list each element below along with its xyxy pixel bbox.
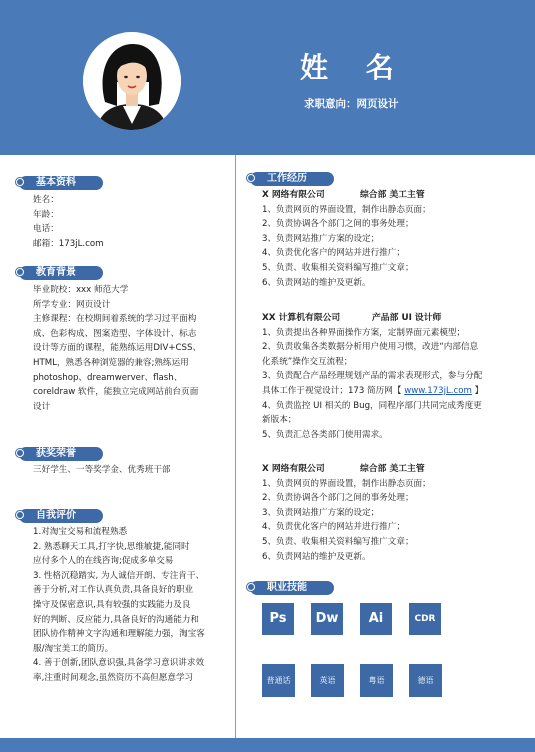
bullet-dot-icon xyxy=(16,511,24,519)
job-2 xyxy=(262,311,530,442)
job-duty-line: 3、负责配合产品经理规划产品的需求表现形式，参与分配 xyxy=(262,371,483,382)
education-line: coreldraw 软件，能独立完成网站前台页面 xyxy=(33,387,199,398)
job-duty-line: 1、负责网页的界面设置，制作出静态页面； xyxy=(262,478,431,489)
self-eval-line: 3. 性格沉稳踏实, 为人诚信开朗、专注肯干、 xyxy=(33,570,205,581)
self-eval-line: 善于分析,对工作认真负责,具备良好的职业 xyxy=(33,585,194,596)
basic-name: 姓名： xyxy=(33,195,59,205)
job-duty-line: 2、负责协调各个部门之间的事务处理； xyxy=(262,493,414,504)
job-duty-line: 4、负责监控 UI 相关的 Bug，同程序部门共同完成秀度更 xyxy=(262,400,482,411)
job-company: X 网络有限公司 xyxy=(262,190,325,200)
education-line: 毕业院校：xxx 师范大学 xyxy=(33,285,129,295)
job-1 xyxy=(262,188,530,290)
job-department: 产品部 UI 设计师 xyxy=(372,313,442,323)
section-title-work xyxy=(250,172,334,186)
skill-dreamweaver-icon: Dw xyxy=(311,603,343,635)
education-line: 设计 xyxy=(33,401,51,412)
self-eval-line: 1.对淘宝交易和流程熟悉 xyxy=(33,527,128,537)
basic-age: 年龄： xyxy=(33,209,59,220)
job-header xyxy=(262,311,530,326)
education-block xyxy=(33,283,228,414)
section-title-text: 获奖荣誉 xyxy=(36,448,76,459)
language-german: 德语 xyxy=(409,664,442,697)
job-duty-line: 化系统”操作交互流程； xyxy=(262,356,353,367)
section-title-text: 基本资料 xyxy=(36,177,76,188)
basic-email: 邮箱：173jL.com xyxy=(33,238,104,249)
self-eval-line: 率,注重时间观念,虽然资历不高但愿意学习 xyxy=(33,672,194,683)
self-eval-block xyxy=(33,525,228,686)
footer-bar xyxy=(0,738,535,752)
awards-block xyxy=(33,463,228,478)
job-duty-text: 】 xyxy=(471,385,484,396)
education-line: photoshop、dreamwerver、flash、 xyxy=(33,372,183,383)
job-duty-text: 具体工作于视觉设计；173 简历网【 xyxy=(262,385,405,396)
job-department: 综合部 美工主管 xyxy=(360,464,425,474)
education-line: 所学专业：网页设计 xyxy=(33,299,111,310)
section-title-skills xyxy=(250,581,334,595)
bullet-dot-icon xyxy=(16,268,24,276)
avatar-icon xyxy=(83,32,181,130)
language-mandarin: 普通话 xyxy=(262,664,295,697)
job-header xyxy=(262,188,530,203)
skill-photoshop-icon: Ps xyxy=(262,603,294,635)
section-title-basic xyxy=(19,176,103,190)
section-title-education xyxy=(19,266,103,280)
education-line: 主修课程：在校期间着系统的学习过平面构 xyxy=(33,314,197,325)
job-intent: 求职意向：网页设计 xyxy=(304,98,399,110)
education-line: 设计等方面的课程，能熟练运用DIV+CSS、 xyxy=(33,343,202,354)
self-eval-line: 操守及保密意识,具有较强的实践能力及良 xyxy=(33,599,191,610)
job-duty-line: 3、负责网站推广方案的设定； xyxy=(262,507,380,518)
bullet-dot-icon xyxy=(247,174,255,182)
job-duty-line: 3、负责网站推广方案的设定； xyxy=(262,233,380,244)
language-cantonese: 粤语 xyxy=(360,664,393,697)
job-duty-line: 5、负责汇总各类部门使用需求。 xyxy=(262,429,388,440)
basic-info-block xyxy=(33,193,228,251)
section-title-text: 自我评价 xyxy=(36,510,76,521)
bullet-dot-icon xyxy=(247,583,255,591)
job-duty-line: 6、负责网站的维护及更新。 xyxy=(262,551,371,562)
header-banner xyxy=(0,0,535,155)
job-header xyxy=(262,462,530,477)
self-eval-line: 服/淘宝美工的简历。 xyxy=(33,643,114,654)
bullet-dot-icon xyxy=(16,178,24,186)
self-eval-line: 2. 熟悉聊天工具,打字快,思维敏捷,能同时 xyxy=(33,541,190,552)
avatar xyxy=(83,32,181,130)
job-duty-line: 1、负责提出各种界面操作方案，定制界面元素模型； xyxy=(262,327,466,338)
self-eval-line: 4. 善于创新,团队意识强,具备学习意识讲求效 xyxy=(33,658,205,669)
job-3 xyxy=(262,462,530,564)
job-duty-line: 4、负责优化客户的网站并进行推广； xyxy=(262,248,405,259)
self-eval-line: 应付多个人的在线咨询;促成多单交易 xyxy=(33,556,174,567)
job-company: XX 计算机有限公司 xyxy=(262,313,341,323)
job-duty-line: 5、负责、收集相关资料编写推广文章； xyxy=(262,262,414,273)
language-english: 英语 xyxy=(311,664,344,697)
job-duty-line: 4、负责优化客户的网站并进行推广； xyxy=(262,522,405,533)
section-title-text: 教育背景 xyxy=(36,267,76,278)
education-line: HTML，熟悉各种浏览器的兼容;熟练运用 xyxy=(33,357,189,368)
column-divider xyxy=(235,155,236,738)
skill-illustrator-icon: Ai xyxy=(360,603,392,635)
job-department: 综合部 美工主管 xyxy=(360,190,425,200)
section-title-awards xyxy=(19,447,103,461)
candidate-name: 姓 名 xyxy=(300,51,408,84)
education-line: 成、色彩构成、图案造型、字体设计、标志 xyxy=(33,328,197,339)
skill-coreldraw-icon: CDR xyxy=(409,603,441,635)
job-company: X 网络有限公司 xyxy=(262,464,325,474)
job-duty-line: 新版本； xyxy=(262,415,297,426)
job-duty-line: 2、负责收集各类数据分析用户使用习惯，改进“内部信息 xyxy=(262,342,479,353)
job-duty-line: 5、负责、收集相关资料编写推广文章； xyxy=(262,536,414,547)
job-duty-line xyxy=(262,384,530,399)
self-eval-line: 团队协作精神文字沟通和理解能力强，淘宝客 xyxy=(33,629,205,640)
job-duty-line: 2、负责协调各个部门之间的事务处理； xyxy=(262,219,414,230)
website-link[interactable]: www.173jL.com xyxy=(404,385,472,396)
basic-phone: 电话： xyxy=(33,224,59,235)
job-duty-line: 1、负责网页的界面设置，制作出静态页面； xyxy=(262,204,431,215)
bullet-dot-icon xyxy=(16,449,24,457)
section-title-text: 工作经历 xyxy=(267,173,307,184)
section-title-self xyxy=(19,509,103,523)
job-duty-line: 6、负责网站的维护及更新。 xyxy=(262,277,371,288)
self-eval-line: 好的判断、反应能力,具备良好的沟通能力和 xyxy=(33,614,200,625)
awards-text: 三好学生、一等奖学金、优秀班干部 xyxy=(33,465,171,475)
section-title-text: 职业技能 xyxy=(267,582,307,593)
